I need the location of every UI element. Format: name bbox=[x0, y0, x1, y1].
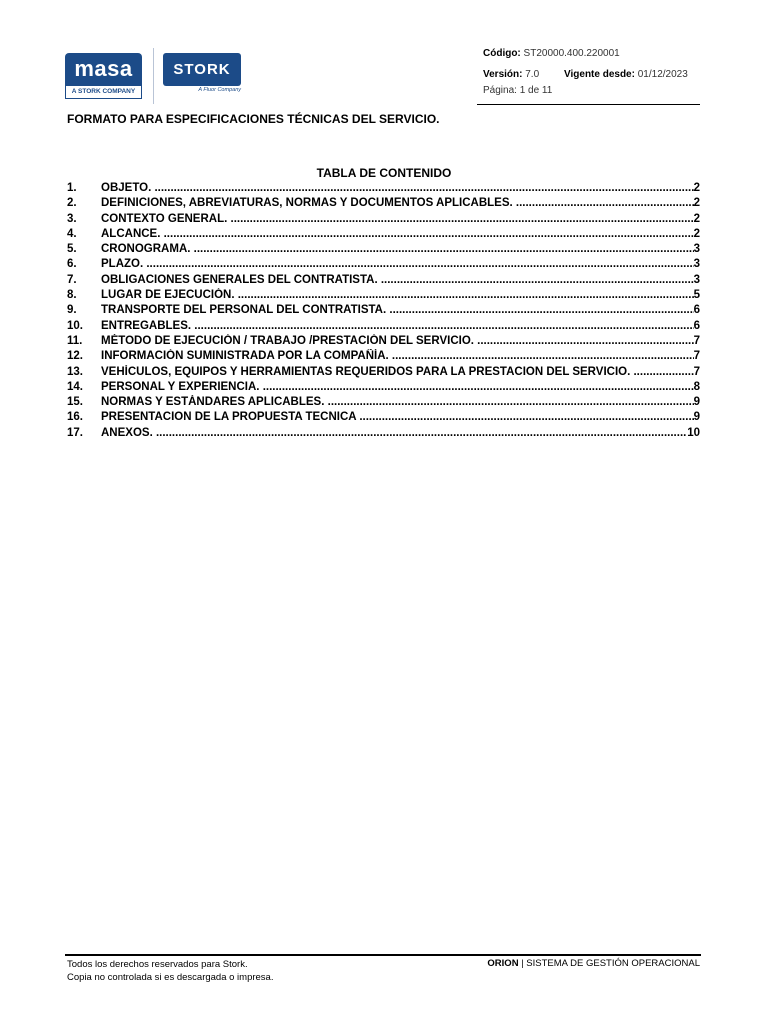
footer-divider bbox=[65, 954, 701, 956]
toc-item-page: 8 bbox=[693, 380, 700, 393]
toc-item[interactable] bbox=[67, 380, 700, 395]
toc-item-title: NORMAS Y ESTÁNDARES APLICABLES. ..... bbox=[101, 395, 694, 410]
toc-item-title: LUGAR DE EJECUCIÓN. ..... bbox=[101, 288, 694, 303]
toc-item-page: 3 bbox=[693, 258, 700, 271]
toc-item-page: 9 bbox=[693, 396, 700, 409]
toc-item-title: ENTREGABLES. ..... bbox=[101, 319, 694, 334]
toc-item-page: 7 bbox=[693, 334, 700, 347]
toc-item-page: 9 bbox=[693, 411, 700, 424]
footer-copy-notice: Copia no controlada si es descargada o impresa. bbox=[67, 972, 274, 983]
toc-item-title: ALCANCE. ..... bbox=[101, 227, 694, 242]
toc-item-page: 6 bbox=[693, 304, 700, 317]
footer-system-desc: | SISTEMA DE GESTIÓN OPERACIONAL bbox=[518, 958, 700, 969]
toc-item[interactable] bbox=[67, 242, 700, 257]
toc-item[interactable] bbox=[67, 196, 700, 211]
toc-item-number: 6. bbox=[67, 258, 77, 271]
toc-item-title: ANEXOS. ..... bbox=[101, 426, 687, 441]
toc-item-number: 15. bbox=[67, 396, 83, 409]
toc-item-page: 6 bbox=[693, 319, 700, 332]
version-label: Versión: bbox=[483, 69, 523, 80]
toc-item-title: PLAZO. ..... bbox=[101, 257, 694, 272]
codigo-label: Código: bbox=[483, 48, 521, 59]
toc-item-number: 16. bbox=[67, 411, 83, 424]
toc-item-page: 7 bbox=[693, 350, 700, 363]
toc-item-number: 3. bbox=[67, 212, 77, 225]
toc-item-title: CONTEXTO GENERAL. ..... bbox=[101, 212, 694, 227]
toc-item-page: 2 bbox=[693, 197, 700, 210]
masa-logo bbox=[65, 53, 142, 99]
toc-item-title: VEHÍCULOS, EQUIPOS Y HERRAMIENTAS REQUERIDOS PARA LA PRESTACION DEL SERVICIO. ..... bbox=[101, 365, 694, 380]
logo-group bbox=[65, 48, 245, 104]
toc-item[interactable] bbox=[67, 410, 700, 425]
stork-logo-text: STORK bbox=[163, 53, 241, 86]
toc-item-page: 3 bbox=[693, 243, 700, 256]
vigente-label: Vigente desde: bbox=[564, 69, 635, 80]
toc-item-title: MÉTODO DE EJECUCIÓN / TRABAJO /PRESTACIÓN DEL SERVICIO. ..... bbox=[101, 334, 694, 349]
toc-item[interactable] bbox=[67, 257, 700, 272]
toc-item-title: CRONOGRAMA. ..... bbox=[101, 242, 694, 257]
toc-item-title: TRANSPORTE DEL PERSONAL DEL CONTRATISTA. ..... bbox=[101, 303, 694, 318]
toc-item-number: 17. bbox=[67, 426, 83, 439]
toc-item[interactable] bbox=[67, 365, 700, 380]
toc-item-title: DEFINICIONES, ABREVIATURAS, NORMAS Y DOCUMENTOS APLICABLES. ..... bbox=[101, 196, 694, 211]
toc-item-title: PERSONAL Y EXPERIENCIA. ..... bbox=[101, 380, 694, 395]
toc-item[interactable] bbox=[67, 349, 700, 364]
logo-divider bbox=[153, 48, 154, 104]
footer-system bbox=[487, 958, 700, 969]
toc-item-number: 12. bbox=[67, 350, 83, 363]
footer-notice bbox=[67, 958, 273, 984]
footer-system-name: ORION bbox=[487, 958, 519, 969]
codigo-value: ST20000.400.220001 bbox=[523, 48, 620, 59]
toc-item-number: 1. bbox=[67, 182, 77, 194]
stork-logo bbox=[163, 53, 241, 93]
toc-item-title: OBLIGACIONES GENERALES DEL CONTRATISTA. ..... bbox=[101, 273, 694, 288]
vigente-value: 01/12/2023 bbox=[637, 69, 688, 80]
masa-logo-text: masa bbox=[65, 53, 142, 86]
toc-item-page: 2 bbox=[693, 182, 700, 194]
vigente-row bbox=[564, 69, 688, 81]
toc-item-number: 8. bbox=[67, 289, 77, 302]
toc-item[interactable] bbox=[67, 227, 700, 242]
toc-item-number: 9. bbox=[67, 304, 77, 317]
toc-item-number: 4. bbox=[67, 227, 77, 240]
header-divider bbox=[477, 104, 700, 105]
toc-item-page: 2 bbox=[693, 212, 700, 225]
toc-item[interactable] bbox=[67, 273, 700, 288]
masa-logo-subtitle: A STORK COMPANY bbox=[65, 86, 142, 99]
toc-item-number: 5. bbox=[67, 243, 77, 256]
toc-item-number: 11. bbox=[67, 334, 83, 347]
toc-item-title: PRESENTACION DE LA PROPUESTA TECNICA ..... bbox=[101, 410, 694, 425]
version-value: 7.0 bbox=[525, 69, 540, 80]
toc-item[interactable] bbox=[67, 181, 700, 196]
toc-item[interactable] bbox=[67, 334, 700, 349]
toc-item-page: 10 bbox=[687, 426, 700, 439]
toc-item-page: 5 bbox=[693, 289, 700, 302]
footer-rights: Todos los derechos reservados para Stork. bbox=[67, 959, 248, 970]
table-of-contents bbox=[67, 181, 700, 441]
document-title: FORMATO PARA ESPECIFICACIONES TÉCNICAS DEL SERVICIO. bbox=[67, 112, 440, 126]
toc-item-number: 14. bbox=[67, 380, 83, 393]
codigo-row bbox=[483, 48, 620, 60]
toc-item[interactable] bbox=[67, 288, 700, 303]
toc-item-number: 13. bbox=[67, 365, 83, 378]
toc-item-number: 10. bbox=[67, 319, 83, 332]
toc-item[interactable] bbox=[67, 426, 700, 441]
toc-item-number: 7. bbox=[67, 273, 77, 286]
toc-item-page: 2 bbox=[693, 227, 700, 240]
toc-item-title: INFORMACIÓN SUMINISTRADA POR LA COMPAÑÍA. ..... bbox=[101, 349, 694, 364]
page-number: Página: 1 de 11 bbox=[483, 85, 553, 96]
toc-item-number: 2. bbox=[67, 197, 77, 210]
toc-item-page: 3 bbox=[693, 273, 700, 286]
toc-heading: TABLA DE CONTENIDO bbox=[316, 166, 452, 180]
toc-item[interactable] bbox=[67, 303, 700, 318]
toc-item-title: OBJETO. ..... bbox=[101, 181, 694, 196]
toc-item[interactable] bbox=[67, 319, 700, 334]
toc-item[interactable] bbox=[67, 212, 700, 227]
toc-item-page: 7 bbox=[693, 365, 700, 378]
toc-item[interactable] bbox=[67, 395, 700, 410]
stork-logo-subtitle: A Fluor Company bbox=[198, 87, 241, 93]
version-row bbox=[483, 69, 539, 81]
